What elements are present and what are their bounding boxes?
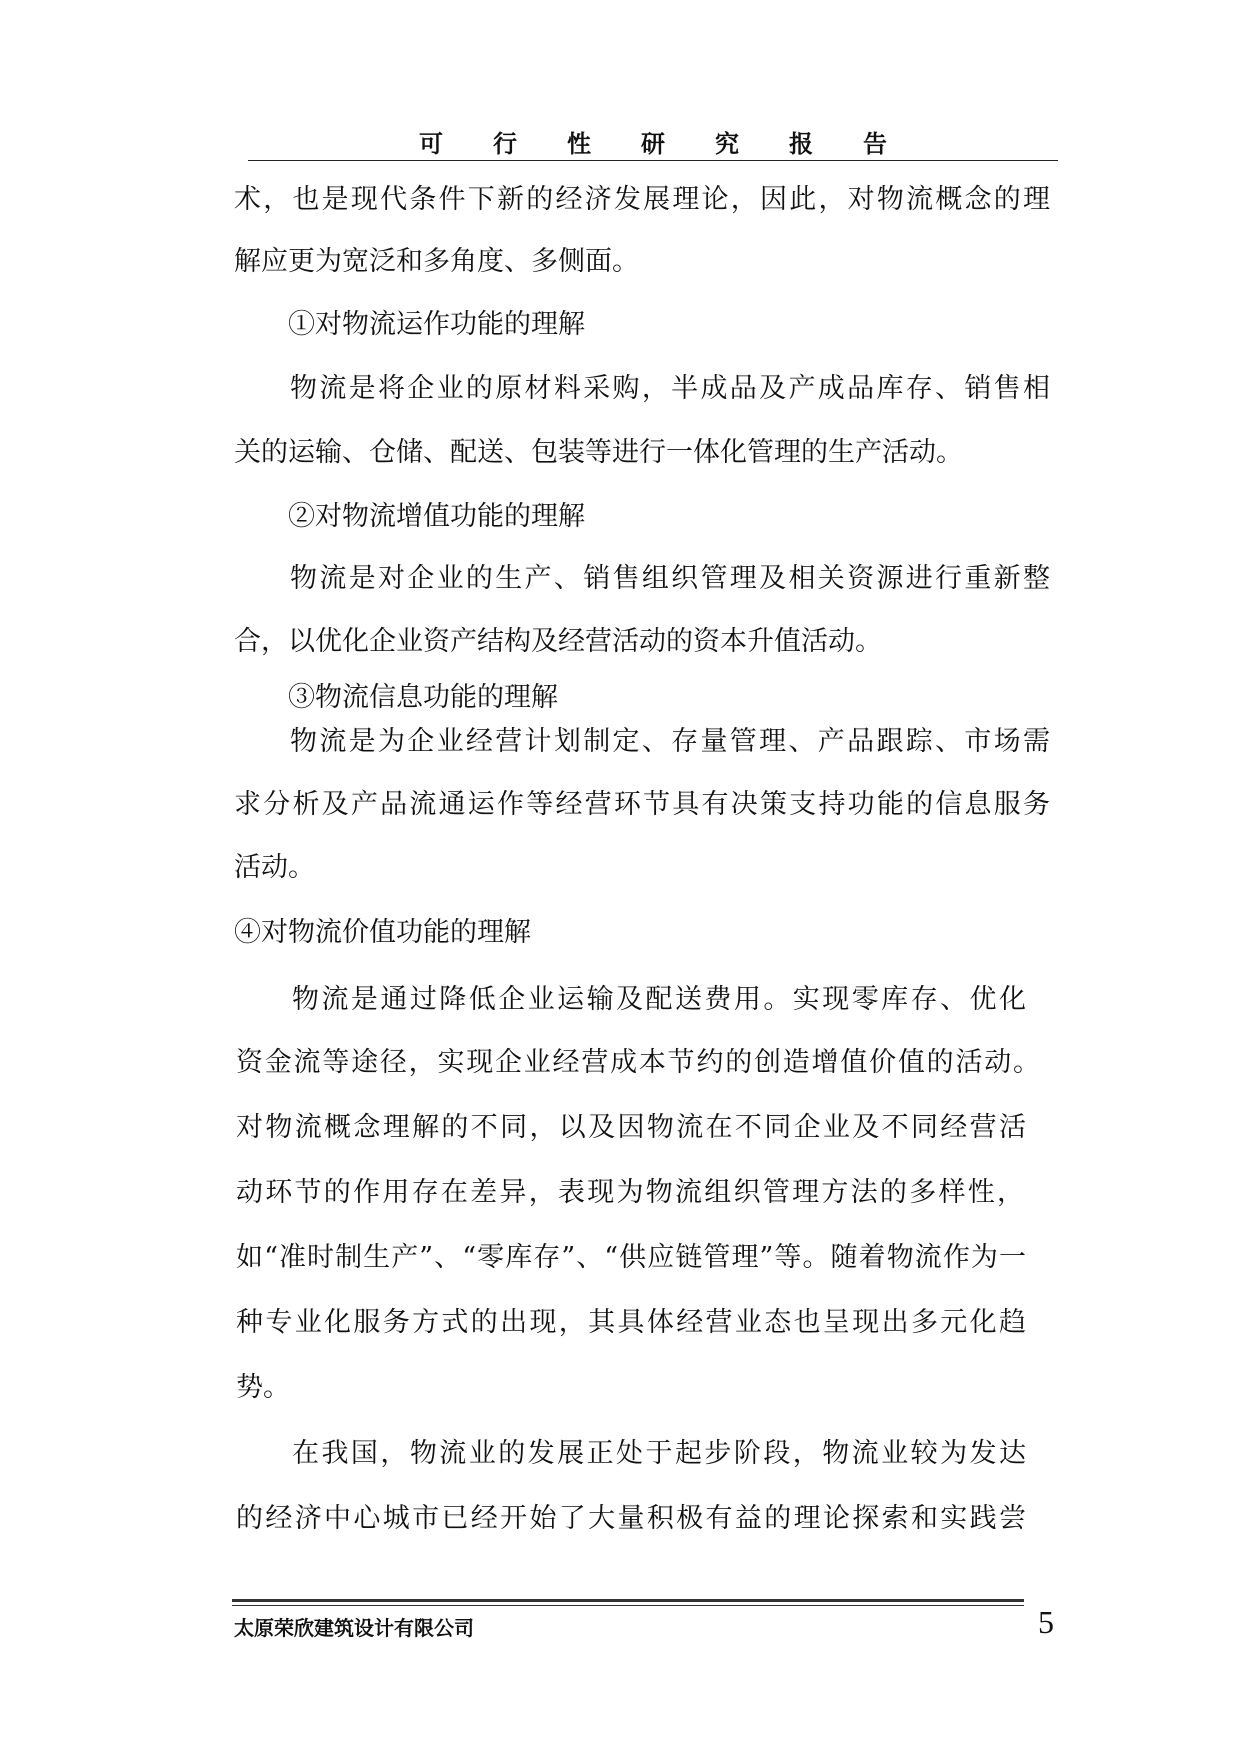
body-line-1: 术，也是现代条件下新的经济发展理论，因此，对物流概念的理: [234, 184, 1050, 215]
body-line-15: 资金流等途径，实现企业经营成本节约的创造增值价值的活动。: [236, 1047, 1040, 1078]
body-line-21: 在我国，物流业的发展正处于起步阶段，物流业较为发达: [292, 1438, 1026, 1469]
body-line-5: 关的运输、仓储、配送、包装等进行一体化管理的生产活动。: [234, 437, 963, 468]
body-line-22: 的经济中心城市已经开始了大量积极有益的理论探索和实践尝: [236, 1503, 1026, 1534]
section-heading-information: ③物流信息功能的理解: [288, 682, 558, 713]
footer-rule-thick: [232, 1599, 1024, 1602]
section-heading-operation: ①对物流运作功能的理解: [288, 309, 585, 340]
body-line-11: 求分析及产品流通运作等经营环节具有决策支持功能的信息服务: [234, 789, 1050, 820]
body-line-4: 物流是将企业的原材料采购，半成品及产成品库存、销售相: [290, 373, 1050, 404]
body-line-10: 物流是为企业经营计划制定、存量管理、产品跟踪、市场需: [290, 726, 1050, 757]
body-line-19: 种专业化服务方式的出现，其具体经营业态也呈现出多元化趋: [236, 1307, 1026, 1338]
body-line-12: 活动。: [234, 852, 315, 883]
body-line-16: 对物流概念理解的不同，以及因物流在不同企业及不同经营活: [236, 1112, 1026, 1143]
section-heading-value-added: ②对物流增值功能的理解: [288, 501, 585, 532]
footer-page-number: 5: [1038, 1604, 1054, 1640]
body-line-18: 如“准时制生产”、“零库存”、“供应链管理”等。随着物流作为一: [236, 1242, 1026, 1273]
body-line-7: 物流是对企业的生产、销售组织管理及相关资源进行重新整: [290, 563, 1050, 594]
footer-rule-thin: [232, 1605, 1024, 1606]
body-line-20: 势。: [236, 1372, 290, 1403]
page-header-title: 可行性研究报告: [419, 130, 937, 158]
body-line-14: 物流是通过降低企业运输及配送费用。实现零库存、优化: [292, 984, 1026, 1015]
footer-company-name: 太原荣欣建筑设计有限公司: [234, 1616, 474, 1640]
body-line-2: 解应更为宽泛和多角度、多侧面。: [234, 246, 639, 277]
body-line-17: 动环节的作用存在差异，表现为物流组织管理方法的多样性，: [236, 1177, 1024, 1208]
header-rule: [248, 160, 1058, 161]
section-heading-value: ④对物流价值功能的理解: [234, 917, 531, 948]
body-line-8: 合，以优化企业资产结构及经营活动的资本升值活动。: [234, 626, 882, 657]
